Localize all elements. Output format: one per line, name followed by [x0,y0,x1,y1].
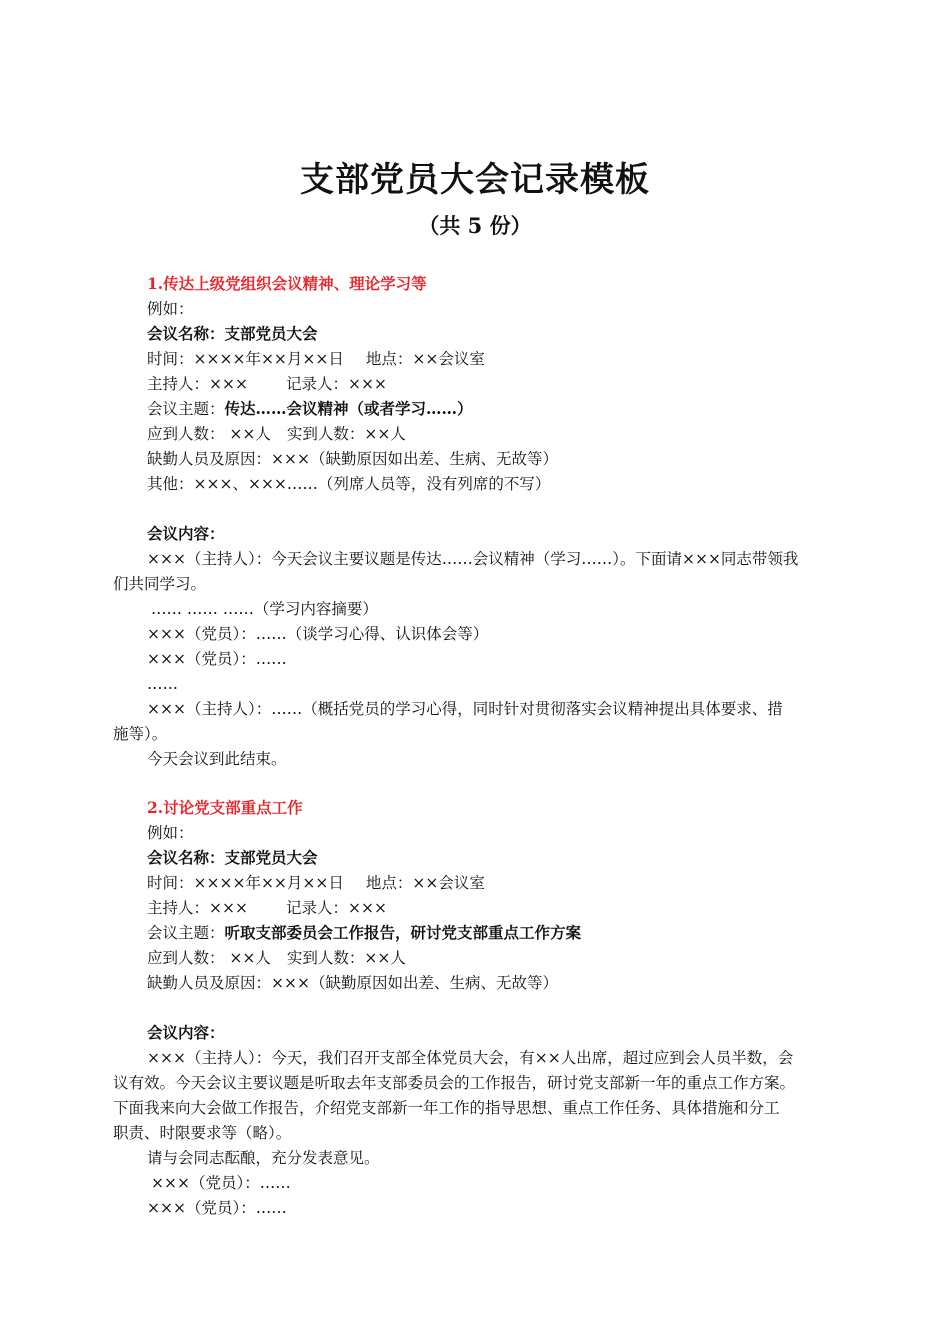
s1-name-label: 会议名称： [147,324,225,343]
s1-time-place [147,348,485,370]
section-1-heading: 1.传达上级党组织会议精神、理论学习等 [147,274,427,293]
s2-name-label: 会议名称： [147,848,225,867]
s1-host: 主持人：××× [147,375,248,393]
s2-content-line-4: ×××（党员）：…… [147,1199,287,1217]
s1-content-line-6b: 施等）。 [113,725,168,743]
s1-attend: 应到人数： ××人 [147,425,271,443]
s1-content-line-3: ×××（党员）：……（谈学习心得、认识体会等） [147,625,489,643]
s1-other: 其他：×××、×××……（列席人员等，没有列席的不写） [147,475,551,493]
s2-content-line-1c: 下面我来向大会做工作报告，介绍党支部新一年工作的指导思想、重点工作任务、具体措施和分工 [113,1099,780,1117]
s1-attendance [147,423,406,445]
s2-content-line-1a: ×××（主持人）：今天，我们召开支部全体党员大会，有××人出席，超过应到会人员半数，会 [147,1049,794,1067]
s2-host: 主持人：××× [147,899,248,917]
s2-actual: 实到人数：××人 [286,949,406,967]
s1-content-line-5: …… [147,675,178,693]
s1-content-line-2: …… …… ……（学习内容摘要） [151,600,378,618]
document-title: 支部党员大会记录模板 [300,160,650,200]
s1-name-value: 支部党员大会 [224,324,318,343]
s2-host-recorder [147,897,387,919]
s2-example: 例如： [147,824,194,842]
s2-time: 时间：××××年××月××日 [147,874,344,892]
s1-example: 例如： [147,300,194,318]
s2-meeting-name [147,847,318,869]
s2-recorder: 记录人：××× [285,899,387,917]
s1-content-label: 会议内容： [147,524,225,543]
s1-place: 地点：××会议室 [365,350,485,368]
s2-topic-value: 听取支部委员会工作报告，研讨党支部重点工作方案 [224,923,582,942]
s1-meeting-name [147,323,318,345]
s2-content-line-2: 请与会同志酝酿，充分发表意见。 [147,1149,380,1167]
s1-content-line-6a: ×××（主持人）：……（概括党员的学习心得，同时针对贯彻落实会议精神提出具体要求、措 [147,700,783,718]
s1-recorder: 记录人：××× [285,375,387,393]
s2-topic-label: 会议主题： [147,924,225,942]
s1-content-line-1b: 们共同学习。 [113,575,207,593]
s1-topic-label: 会议主题： [147,400,225,418]
s2-name-value: 支部党员大会 [224,848,318,867]
s2-time-place [147,872,485,894]
s1-content-line-7: 今天会议到此结束。 [147,750,287,768]
s2-content-line-3: ×××（党员）：…… [151,1174,291,1192]
s2-attend: 应到人数： ××人 [147,949,271,967]
s2-attendance [147,947,406,969]
s2-absent: 缺勤人员及原因：×××（缺勤原因如出差、生病、无故等） [147,974,558,992]
document-subtitle: （共 5 份） [418,213,532,238]
s1-time: 时间：××××年××月××日 [147,350,344,368]
s2-place: 地点：××会议室 [365,874,485,892]
s2-content-label: 会议内容： [147,1023,225,1042]
section-2-heading: 2.讨论党支部重点工作 [147,798,303,817]
s1-topic [147,398,473,420]
s1-content-line-1a: ×××（主持人）：今天会议主要议题是传达……会议精神（学习……）。下面请×××同志带领我 [147,550,799,568]
s2-content-line-1b: 议有效。今天会议主要议题是听取去年支部委员会的工作报告，研讨党支部新一年的重点工作方案。 [113,1074,796,1092]
s1-absent: 缺勤人员及原因：×××（缺勤原因如出差、生病、无故等） [147,450,558,468]
s2-topic [147,922,581,944]
s1-content-line-4: ×××（党员）：…… [147,650,287,668]
s2-content-line-1d: 职责、时限要求等（略）。 [113,1124,292,1142]
s1-host-recorder [147,373,387,395]
s1-actual: 实到人数：××人 [286,425,406,443]
s1-topic-value: 传达……会议精神（或者学习……） [224,399,473,418]
